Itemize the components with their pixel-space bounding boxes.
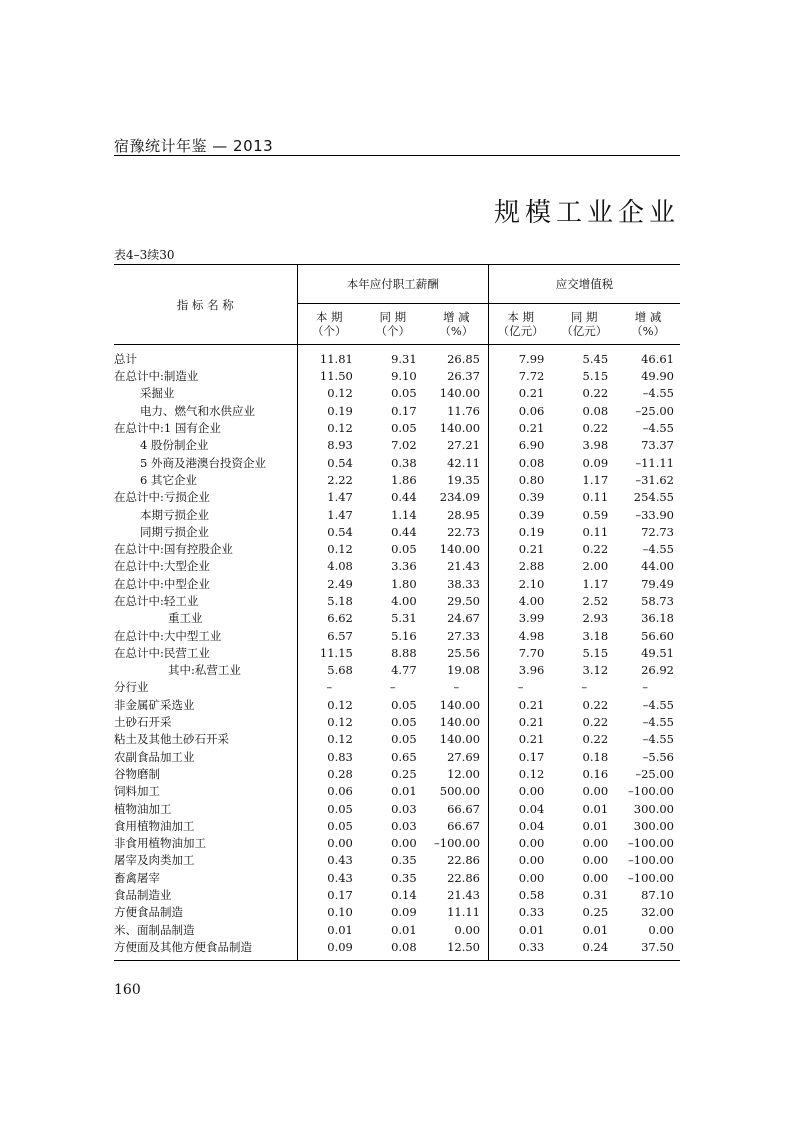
value-cell: 0.05 [391, 421, 417, 436]
table-row [114, 714, 680, 731]
value-cell: 0.01 [582, 801, 609, 816]
value-cell: 2.93 [582, 611, 609, 626]
value-cell: 0.17 [489, 749, 553, 766]
row-label: 畜禽屠宰 [114, 870, 160, 885]
value-cell: 0.33 [489, 904, 553, 921]
table-row [114, 489, 680, 506]
value-cell: 22.73 [447, 524, 481, 539]
value-cell: 0.33 [489, 939, 553, 961]
value-cell: 300.00 [633, 818, 674, 833]
table-row [114, 524, 680, 541]
value-cell: 0.12 [297, 697, 361, 714]
value-cell: 12.00 [447, 766, 481, 781]
value-cell: 0.00 [489, 783, 553, 800]
value-cell: –100.00 [628, 870, 674, 885]
value-cell: 0.00 [489, 835, 553, 852]
value-cell: 11.11 [447, 905, 481, 920]
value-cell: 0.05 [297, 800, 361, 817]
value-cell: –4.55 [642, 542, 674, 557]
value-cell: 73.37 [641, 438, 674, 453]
value-cell: 4.08 [297, 558, 361, 575]
table-row [114, 783, 680, 800]
row-label: 非食用植物油加工 [114, 836, 206, 851]
value-cell: 0.22 [582, 421, 609, 436]
value-cell: 0.08 [582, 403, 609, 418]
value-cell: 72.73 [641, 524, 674, 539]
value-cell: 0.28 [297, 766, 361, 783]
value-cell: –4.55 [642, 732, 674, 747]
table-row [114, 904, 680, 921]
value-cell: 0.19 [297, 403, 361, 420]
subheader-current: 本 期 （亿元） [489, 304, 553, 345]
table-row [114, 506, 680, 523]
value-cell: 25.56 [447, 645, 481, 660]
value-cell: 0.01 [582, 818, 609, 833]
value-cell: 140.00 [439, 697, 481, 712]
running-head: 宿豫统计年鉴 — 2013 [114, 137, 274, 155]
row-header-cell [114, 265, 297, 345]
group-header-wages: 本年应付职工薪酬 [297, 265, 488, 304]
value-cell: 0.24 [582, 939, 609, 954]
value-cell: 0.00 [582, 870, 609, 885]
row-label: 非金属矿采选业 [114, 697, 195, 712]
value-cell: 0.54 [297, 454, 361, 471]
table-row [114, 922, 680, 939]
value-cell: 6.57 [297, 627, 361, 644]
value-cell: 0.05 [297, 818, 361, 835]
value-cell: 1.80 [391, 576, 417, 591]
row-label: 在总计中:大中型工业 [114, 628, 222, 643]
value-cell: 21.43 [447, 888, 481, 903]
value-cell: 0.00 [454, 922, 481, 937]
value-cell: 0.14 [391, 888, 417, 903]
value-cell: 4.00 [391, 594, 417, 608]
value-cell: –4.55 [642, 715, 674, 730]
value-cell: 5.45 [582, 352, 609, 366]
value-cell: 0.05 [391, 697, 417, 712]
value-cell: 3.98 [582, 438, 609, 453]
table-row [114, 558, 680, 575]
subheader-prior: 同 期 （亿元） [552, 304, 616, 345]
value-cell: 0.58 [489, 887, 553, 904]
value-cell: 0.00 [582, 784, 609, 799]
value-cell: 500.00 [439, 784, 481, 799]
value-cell: 0.00 [582, 853, 609, 868]
value-cell: 0.22 [582, 697, 609, 712]
value-cell: – [642, 680, 648, 695]
table-row [114, 939, 680, 961]
value-cell: –5.56 [642, 749, 674, 764]
subheader-change: 增 减 （%） [425, 304, 489, 345]
value-cell: –100.00 [628, 836, 674, 851]
value-cell: 3.12 [582, 663, 609, 678]
row-header-label: 指 标 名 称 [176, 297, 234, 312]
value-cell: 3.96 [489, 662, 553, 679]
value-cell: 66.67 [447, 801, 481, 816]
table-number: 表4–3续30 [114, 248, 175, 262]
row-label: 电力、燃气和水供应业 [140, 403, 255, 418]
value-cell: 1.47 [297, 506, 361, 523]
value-cell: 7.99 [489, 345, 553, 369]
table-row [114, 437, 680, 454]
value-cell: 1.86 [391, 472, 417, 487]
value-cell: 140.00 [439, 732, 481, 747]
value-cell: 0.12 [297, 541, 361, 558]
row-label: 在总计中:制造业 [114, 369, 199, 384]
row-label: 本期亏损企业 [140, 507, 209, 522]
value-cell: 2.00 [582, 559, 609, 574]
table-row [114, 835, 680, 852]
value-cell: 6.62 [297, 610, 361, 627]
value-cell: 0.03 [391, 801, 417, 816]
table-row [114, 887, 680, 904]
value-cell: 46.61 [641, 352, 674, 366]
value-cell: 0.01 [391, 784, 417, 799]
table-row [114, 472, 680, 489]
value-cell: 38.33 [447, 576, 481, 591]
value-cell: 0.01 [489, 922, 553, 939]
value-cell: 5.31 [391, 611, 417, 626]
table-row [114, 385, 680, 402]
row-label: 粘土及其他土砂石开采 [114, 732, 229, 747]
value-cell: 0.59 [582, 507, 609, 522]
value-cell: 27.21 [447, 438, 481, 453]
value-cell: –25.00 [635, 766, 674, 781]
table-row [114, 420, 680, 437]
value-cell: 8.93 [297, 437, 361, 454]
row-label: 总计 [114, 352, 137, 366]
value-cell: –100.00 [434, 836, 481, 851]
value-cell: 300.00 [633, 801, 674, 816]
value-cell: 0.16 [582, 766, 609, 781]
value-cell: 22.86 [447, 870, 481, 885]
value-cell: – [297, 679, 361, 696]
row-label: 食用植物油加工 [114, 818, 195, 833]
value-cell: –25.00 [635, 403, 674, 418]
value-cell: 234.09 [439, 490, 481, 505]
row-label: 植物油加工 [114, 801, 172, 816]
value-cell: 29.50 [447, 594, 481, 608]
value-cell: 87.10 [641, 888, 674, 903]
value-cell: 1.17 [582, 576, 609, 591]
value-cell: 6.90 [489, 437, 553, 454]
value-cell: 0.05 [391, 732, 417, 747]
value-cell: 0.21 [489, 714, 553, 731]
value-cell: 2.22 [297, 472, 361, 489]
value-cell: 0.10 [297, 904, 361, 921]
row-label: 饲料加工 [114, 784, 160, 799]
table-row [114, 403, 680, 420]
value-cell: 56.60 [641, 628, 674, 643]
value-cell: 0.83 [297, 749, 361, 766]
value-cell: 42.11 [447, 455, 481, 470]
value-cell: 0.54 [297, 524, 361, 541]
value-cell: 3.18 [582, 628, 609, 643]
value-cell: 36.18 [641, 611, 674, 626]
value-cell: –33.90 [635, 507, 674, 522]
row-label: 方便面及其他方便食品制造 [114, 939, 252, 954]
table-row [114, 749, 680, 766]
value-cell: 0.09 [297, 939, 361, 961]
table-row [114, 368, 680, 385]
table-row [114, 731, 680, 748]
value-cell: 5.68 [297, 662, 361, 679]
table-row [114, 576, 680, 593]
value-cell: 0.18 [582, 749, 609, 764]
value-cell: 24.67 [447, 611, 481, 626]
value-cell: 2.10 [489, 576, 553, 593]
table-row [114, 870, 680, 887]
value-cell: 44.00 [641, 559, 674, 574]
value-cell: 0.00 [648, 922, 674, 937]
value-cell: 0.25 [582, 905, 609, 920]
value-cell: 0.12 [297, 385, 361, 402]
value-cell: 3.99 [489, 610, 553, 627]
value-cell: 0.08 [391, 939, 417, 954]
value-cell: 4.00 [489, 593, 553, 610]
value-cell: 254.55 [633, 490, 674, 505]
value-cell: 28.95 [447, 507, 481, 522]
value-cell: 5.16 [391, 628, 417, 643]
row-label: 在总计中:亏损企业 [114, 490, 210, 505]
statistics-table [114, 264, 680, 961]
value-cell: 0.65 [391, 749, 417, 764]
value-cell: –11.11 [635, 455, 674, 470]
value-cell: 0.22 [582, 542, 609, 557]
value-cell: 11.15 [297, 645, 361, 662]
value-cell: 0.43 [297, 852, 361, 869]
value-cell: 9.10 [391, 369, 417, 384]
table-row [114, 345, 680, 369]
value-cell: –4.55 [642, 697, 674, 712]
row-label: 农副食品加工业 [114, 749, 195, 764]
value-cell: – [581, 680, 588, 695]
value-cell: 0.80 [489, 472, 553, 489]
value-cell: 27.69 [447, 749, 481, 764]
value-cell: 140.00 [439, 386, 481, 401]
row-label: 采掘业 [140, 386, 175, 401]
table-row [114, 766, 680, 783]
value-cell: – [489, 679, 553, 696]
value-cell: – [453, 680, 460, 695]
subheader-change: 增 减 （%） [616, 304, 680, 345]
value-cell: –4.55 [642, 386, 674, 401]
subheader-prior: 同 期 （个） [361, 304, 425, 345]
value-cell: 21.43 [447, 559, 481, 574]
value-cell: 0.22 [582, 715, 609, 730]
value-cell: 0.05 [391, 715, 417, 730]
row-label: 5 外商及港澳台投资企业 [140, 455, 266, 470]
value-cell: 7.02 [391, 438, 417, 453]
value-cell: 0.22 [582, 386, 609, 401]
value-cell: 2.52 [582, 594, 609, 608]
value-cell: 0.17 [297, 887, 361, 904]
value-cell: 0.35 [391, 870, 417, 885]
value-cell: 27.33 [447, 628, 481, 643]
value-cell: 12.50 [447, 939, 481, 954]
value-cell: 0.01 [297, 922, 361, 939]
row-label: 4 股份制企业 [140, 438, 209, 453]
value-cell: 0.06 [489, 403, 553, 420]
table-row [114, 662, 680, 679]
row-label: 同期亏损企业 [140, 524, 209, 539]
subheader-current: 本 期 （个） [297, 304, 361, 345]
value-cell: –100.00 [628, 784, 674, 799]
value-cell: 0.00 [297, 835, 361, 852]
row-label: 6 其它企业 [140, 472, 197, 487]
value-cell: 0.17 [391, 403, 417, 418]
value-cell: 0.21 [489, 541, 553, 558]
table-row [114, 645, 680, 662]
value-cell: 0.09 [391, 905, 417, 920]
table-row [114, 454, 680, 471]
value-cell: 0.01 [582, 922, 609, 937]
header-rule [114, 155, 680, 156]
row-label: 在总计中:大型企业 [114, 559, 210, 574]
row-label: 谷物磨制 [114, 766, 160, 781]
value-cell: 0.19 [489, 524, 553, 541]
value-cell: 66.67 [447, 818, 481, 833]
value-cell: 0.12 [297, 714, 361, 731]
value-cell: 5.18 [297, 593, 361, 610]
table-row [114, 679, 680, 696]
value-cell: 0.00 [489, 852, 553, 869]
value-cell: 0.11 [582, 490, 609, 505]
row-label: 在总计中:轻工业 [114, 594, 199, 608]
value-cell: 49.90 [641, 369, 674, 384]
section-title: 规模工业企业 [493, 198, 680, 228]
table-row [114, 697, 680, 714]
value-cell: 140.00 [439, 542, 481, 557]
table-body [114, 345, 680, 961]
row-label: 在总计中:国有控股企业 [114, 542, 233, 557]
value-cell: –31.62 [635, 472, 674, 487]
value-cell: 0.21 [489, 420, 553, 437]
table-row [114, 852, 680, 869]
value-cell: 0.21 [489, 697, 553, 714]
value-cell: 5.15 [582, 645, 609, 660]
value-cell: 0.38 [391, 455, 417, 470]
value-cell: 0.44 [391, 524, 417, 539]
row-label: 食品制造业 [114, 888, 172, 903]
value-cell: 0.12 [489, 766, 553, 783]
row-label: 重工业 [168, 611, 203, 626]
value-cell: 140.00 [439, 421, 481, 436]
value-cell: 7.72 [489, 368, 553, 385]
value-cell: 0.11 [582, 524, 609, 539]
value-cell: 58.73 [641, 594, 674, 608]
value-cell: 2.88 [489, 558, 553, 575]
row-label: 米、面制品制造 [114, 922, 195, 937]
row-label: 在总计中:民营工业 [114, 645, 210, 660]
value-cell: 4.77 [391, 663, 417, 678]
value-cell: 1.47 [297, 489, 361, 506]
group-header-vat: 应交增值税 [489, 265, 680, 304]
value-cell: 0.43 [297, 870, 361, 887]
value-cell: 5.15 [582, 369, 609, 384]
value-cell: 0.04 [489, 818, 553, 835]
value-cell: 8.88 [391, 645, 417, 660]
value-cell: 0.22 [582, 732, 609, 747]
value-cell: 0.44 [391, 490, 417, 505]
value-cell: 26.85 [447, 352, 481, 366]
table-row [114, 800, 680, 817]
value-cell: 11.76 [447, 403, 481, 418]
value-cell: 0.09 [582, 455, 609, 470]
value-cell: 0.21 [489, 385, 553, 402]
value-cell: 0.04 [489, 800, 553, 817]
value-cell: 0.12 [297, 420, 361, 437]
value-cell: 0.35 [391, 853, 417, 868]
value-cell: – [389, 680, 396, 695]
value-cell: 49.51 [641, 645, 674, 660]
row-label: 分行业 [114, 680, 149, 695]
value-cell: 22.86 [447, 853, 481, 868]
value-cell: 11.81 [297, 345, 361, 369]
value-cell: 11.50 [297, 368, 361, 385]
value-cell: 0.01 [391, 922, 417, 937]
value-cell: 1.14 [391, 507, 417, 522]
value-cell: 37.50 [641, 939, 674, 954]
value-cell: 4.98 [489, 627, 553, 644]
row-label: 在总计中:中型企业 [114, 576, 210, 591]
value-cell: –4.55 [642, 421, 674, 436]
table-row [114, 627, 680, 644]
value-cell: –100.00 [628, 853, 674, 868]
value-cell: 0.03 [391, 818, 417, 833]
value-cell: 19.35 [447, 472, 481, 487]
value-cell: 0.00 [582, 836, 609, 851]
value-cell: 19.08 [447, 663, 481, 678]
value-cell: 0.12 [297, 731, 361, 748]
value-cell: 0.21 [489, 731, 553, 748]
value-cell: 0.00 [489, 870, 553, 887]
value-cell: 0.31 [582, 888, 609, 903]
value-cell: 26.37 [447, 369, 481, 384]
value-cell: 79.49 [641, 576, 674, 591]
row-label: 其中:私营工业 [168, 663, 241, 678]
table-row [114, 610, 680, 627]
value-cell: 0.39 [489, 489, 553, 506]
value-cell: 26.92 [641, 663, 674, 678]
value-cell: 0.05 [391, 542, 417, 557]
value-cell: 0.06 [297, 783, 361, 800]
row-label: 方便食品制造 [114, 905, 183, 920]
row-label: 屠宰及肉类加工 [114, 853, 195, 868]
value-cell: 7.70 [489, 645, 553, 662]
value-cell: 9.31 [391, 352, 417, 366]
value-cell: 0.00 [391, 836, 417, 851]
row-label: 在总计中:1 国有企业 [114, 421, 221, 436]
value-cell: 3.36 [391, 559, 417, 574]
value-cell: 0.05 [391, 386, 417, 401]
value-cell: 32.00 [641, 905, 674, 920]
row-label: 土砂石开采 [114, 715, 172, 730]
value-cell: 140.00 [439, 715, 481, 730]
page-number: 160 [114, 982, 141, 998]
value-cell: 1.17 [582, 472, 609, 487]
table-row [114, 818, 680, 835]
table-row [114, 541, 680, 558]
value-cell: 2.49 [297, 576, 361, 593]
value-cell: 0.08 [489, 454, 553, 471]
value-cell: 0.39 [489, 506, 553, 523]
table-row [114, 593, 680, 610]
value-cell: 0.25 [391, 766, 417, 781]
